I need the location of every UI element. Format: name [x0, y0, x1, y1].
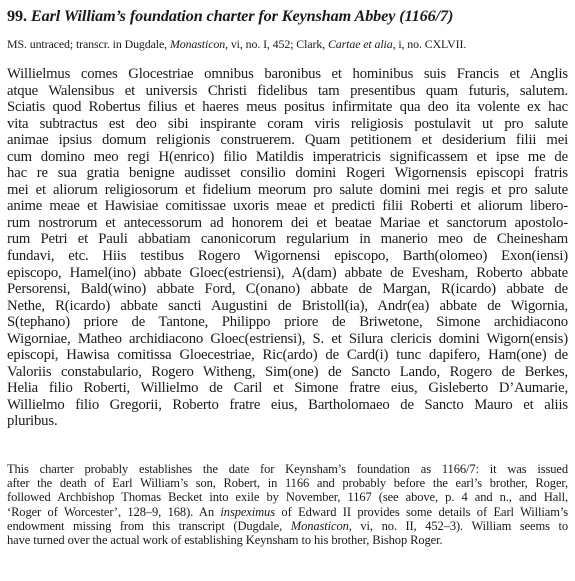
charter-line: Helia filio Roberti, Willielmo de Caril et Simone fratre eius, Gisleberto D’Aumarie,: [7, 380, 568, 397]
commentary-line: after the death of Earl William’s son, Robert, in 1166 and probably before the earl’s brother, Roger,: [7, 476, 568, 491]
charter-line: cum domino meo regi H(enrico) filio Matildis imperatricis significassem et ipse me de: [7, 148, 568, 165]
charter-heading: [7, 5, 568, 27]
charter-line: vita subtractus est deo sibi inspirante coram viris religiosis postulavit ut pro salute: [7, 115, 568, 132]
charter-line: episcopi, Hawisa comitissa Gloecestriae, Ric(ardo) de Card(i) tunc dapifero, Ham(one) de: [7, 347, 568, 364]
charter-line: S(tephano) priore de Tantone, Philippo priore de Briwetone, Simone archidiacono: [7, 314, 568, 331]
charter-line: Sciatis quod Robertus filius et haeres meus positus infirmitate qua deo ita volente ex hac: [7, 99, 568, 116]
charter-line: pluribus.: [7, 413, 58, 430]
charter-line: Persorensi, Bald(wino) abbate Ford, C(onano) abbate de Margan, R(icardo) abbate de: [7, 281, 568, 298]
charter-line: Wigorniae, Matheo archidiacono Gloec(estriensi), S. et Silura clericis domini Wigorn(ensis): [7, 330, 568, 347]
commentary-line: [7, 519, 568, 533]
charter-line: Valoriis constabulario, Rogero Witheng, Sim(one) de Sancto Lando, Rogero de Berkes,: [7, 363, 568, 380]
manuscript-note-text: MS. untraced; transcr. in Dugdale,: [7, 37, 170, 51]
charter-line: Willielmo filio Gregorii, Roberto fratre eius, Bartholomaeo de Sancto Mauro et aliis: [7, 396, 568, 413]
manuscript-note-source: Cartae et alia: [327, 37, 393, 51]
charter-line: rum Petri et Pauli abbatiam canonicorum regularium in manerio meo de Cheinesham: [7, 231, 568, 248]
charter-line: rum nostrorum et antecessorum ad honorem dei et beatae Mariae et sanctorum apostolo-: [7, 214, 568, 231]
commentary-line: [7, 505, 568, 519]
commentary-line: followed Archbishop Thomas Becket into exile by November, 1167 (see above, p. 4 and n., and Hall,: [7, 490, 568, 505]
commentary-line: This charter probably establishes the date for Keynsham’s foundation as 1166/7: it was issued: [7, 462, 568, 477]
charter-line: animae ipsius domum religionis construerem. Quam petitionem et desiderium filii mei: [7, 132, 568, 149]
charter-number: 99.: [7, 7, 27, 25]
charter-line: fundavi, etc. Hiis testibus Rogero Wigornensi episcopo, Barth(olomeo) Exon(iensi): [7, 248, 568, 265]
charter-title: Earl William’s foundation charter for Keynsham Abbey (1166/7): [30, 7, 454, 25]
charter-line: anime meae et Hawisiae comitissae uxoris meae et predicti filii Roberti et aliorum libero-: [7, 198, 568, 215]
manuscript-note-text: , i, no. CXLVII.: [392, 37, 467, 51]
manuscript-note-source: Monasticon: [169, 37, 226, 51]
manuscript-note-text: , vi, no. I, 452; Clark,: [225, 37, 328, 51]
manuscript-note: [7, 37, 568, 52]
commentary-text: ‘Roger of Worcester’, 128–9, 168). An: [7, 504, 221, 519]
commentary: [7, 462, 568, 547]
charter-line: atque Walensibus et universis Christi fidelibus tam presentibus quam futuris, salutem.: [7, 82, 568, 99]
charter-line: Willielmus comes Glocestriae omnibus baronibus et hominibus suis Francis et Anglis: [7, 66, 568, 82]
commentary-term: inspeximus: [220, 504, 275, 519]
charter-text: [7, 66, 568, 430]
charter-line: hac re sua gratia benigne audisset consilio domini Rogeri Wigornensis episcopi fratris: [7, 165, 568, 182]
commentary-text: , vi, no. II, 452–3). William seems to: [348, 518, 569, 533]
document-page: [7, 5, 568, 547]
commentary-source: Monasticon: [290, 518, 349, 533]
charter-line: Nethe, R(icardo) abbate sancti Augustini de Bristoll(ia), Andr(ea) abbate de Wigornia,: [7, 297, 568, 314]
charter-line: episcopo, Hamel(ino) abbate Gloec(estriensi), A(dam) abbate de Evesham, Roberto abbate: [7, 264, 568, 281]
charter-line: mei et aliorum religiosorum et fidelium meorum pro salute domini mei regis et pro salute: [7, 181, 568, 198]
commentary-text: endowment missing from this transcript (Dugdale,: [7, 518, 291, 533]
commentary-line: have turned over the actual work of establishing Keynsham to his brother, Bishop Roger.: [7, 533, 443, 548]
commentary-text: of Edward II provides some details of Earl William’s: [274, 504, 568, 519]
